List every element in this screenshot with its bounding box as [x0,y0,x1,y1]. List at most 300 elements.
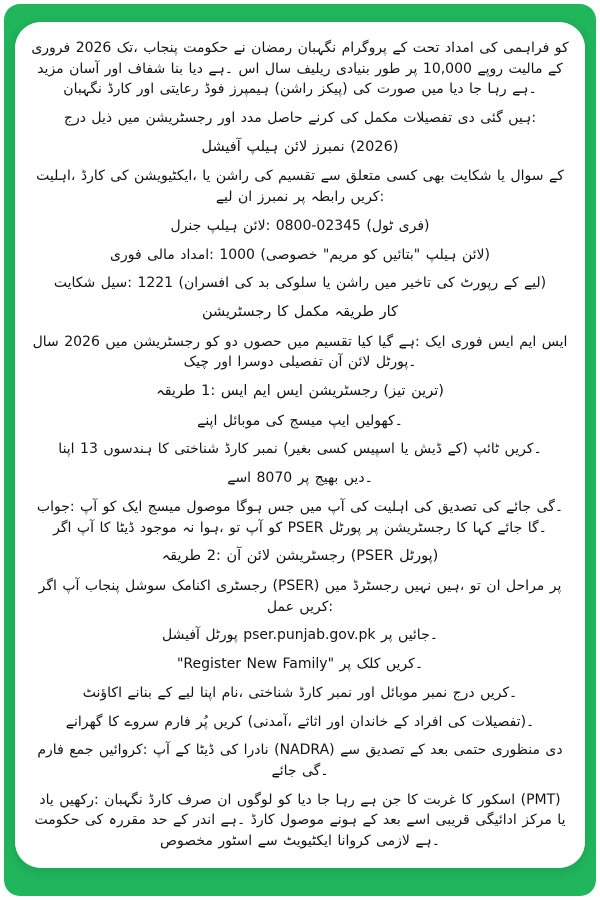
word: رہا [335,791,355,808]
word: بنانے [127,684,152,701]
word: مالی [147,246,175,263]
word: فراہمی [503,40,550,57]
word: آپ [76,519,94,536]
paragraph [29,654,571,675]
word: 2026 [75,40,112,57]
word: درج [63,110,86,127]
word: تصدیق [365,742,405,759]
word: کے [393,713,409,730]
word: آن [328,354,343,371]
word: درج [452,684,475,701]
word: سیل: [100,275,132,292]
word: رجسٹریشن [308,383,378,400]
word: جا [469,81,482,98]
paragraph [29,625,571,646]
word: 1221 [137,275,174,292]
word: فارم [164,713,191,730]
word: جائے [506,498,532,515]
word: (تیز [383,383,406,400]
word: رکھیں: [59,791,99,808]
section-heading [29,381,571,402]
word: 2: [206,548,221,565]
word: ہونے [329,812,358,829]
word: آپ [62,577,80,594]
word: کریں۔ [504,441,542,458]
word: ہے۔ [415,833,440,850]
word: کی [447,713,467,730]
paragraph [29,273,571,294]
word: ترین) [411,383,444,400]
word: کیا [357,333,373,350]
word: 10,000 [422,60,472,77]
word: کے [548,168,564,185]
word: کا [157,441,169,458]
word: ڈیٹا [195,742,215,759]
word: میں [421,81,444,98]
word: کی [414,498,433,515]
word: نام، [221,684,243,701]
word: پنجاب [84,577,120,594]
word: جائے [497,519,523,536]
word: رجسٹریشن [383,519,451,536]
word: شفاف [127,60,166,77]
word: pser.punjab.gov.pk [243,627,376,644]
word: لازمی [375,833,410,850]
word: بعد [430,742,449,759]
word: اسٹور [218,833,253,850]
word: رجسٹریشن [145,110,213,127]
paragraph [29,576,571,617]
word: بھیج [314,470,339,487]
word: ڈیٹا [115,519,135,536]
word: سال [264,60,292,77]
word: ایم [519,333,537,350]
word: پُر [196,713,208,730]
word: حکومت [183,40,229,57]
word: گیا [378,333,394,350]
word: رجسٹرڈ [352,577,399,594]
word: کا [99,519,111,536]
word: پورٹل۔ [375,354,417,371]
word: بنا [170,60,184,77]
word: امداد [444,40,474,57]
word: شکایت [53,275,96,292]
word: پنجاب [143,40,178,57]
word: تفصیلات)۔ [471,713,535,730]
word: بنیادی [335,60,370,77]
word: گھرانے [65,713,103,730]
word: 8070 [256,470,293,487]
word: ذیل [91,110,113,127]
word: اکاؤنٹ [82,684,122,701]
word: کریں۔ [480,684,518,701]
word: کے [172,812,188,829]
word: کا [406,791,418,808]
word: ہیمپرز [229,81,270,98]
word: جن [382,791,402,808]
word: کی [265,412,284,429]
word: شناختی [248,684,294,701]
word: کی [436,275,455,292]
word: مقررہ [108,812,146,829]
word: اپنا [199,684,217,701]
word: اہلیت، [36,168,76,185]
word: نمبرز [257,189,289,206]
word: موصول [280,812,325,829]
word: یا [202,168,211,185]
word: سوال [510,168,544,185]
word: قریبی [435,812,470,829]
word: ایک [121,498,143,515]
word: (PMT) [520,791,561,808]
word: New [246,656,278,673]
paragraph [29,740,571,781]
word: جواب: [36,498,75,515]
document-body [15,22,585,868]
paragraph [29,411,571,432]
word: موبائل [222,412,261,429]
word: اور [217,110,236,127]
word: مرکز [522,812,552,829]
word: مراحل [505,577,545,594]
word: میسج [289,412,323,429]
word: کریں [213,713,243,730]
word: پورٹل [328,519,362,536]
word: (آمدنی، [247,713,292,730]
section-heading [29,137,571,158]
word: مالیت [508,60,543,77]
word: جائے [271,763,297,779]
word: ہیں: [508,110,537,127]
word: ایس [276,383,303,400]
word: فوڈ [204,81,225,98]
word: PSER [287,519,324,536]
paragraph [29,38,571,100]
word: موصول [186,498,231,515]
word: مکمل [293,304,329,321]
word: رمضان [251,40,293,57]
word: رجسٹریشن [133,333,201,350]
word: لائن) [461,246,490,263]
word: کے) [447,441,468,458]
word: کھولیں۔ [355,412,403,429]
word: (خصوصی [260,246,318,263]
word: گی۔ [301,763,329,779]
word: چیک [183,354,209,371]
word: غربت [423,791,456,808]
word: دی [545,742,563,759]
word: ہے۔ [208,60,233,77]
word: ہوگا [235,498,263,515]
word: ہیلپ [425,246,457,263]
word: ان [486,577,501,594]
word: متعلق [346,168,381,185]
word: "مریم [322,246,358,263]
word: کریں: [350,189,385,206]
word: موجود [139,519,177,536]
word: دی [457,110,475,127]
word: جمع [69,742,94,759]
word: نہ [182,519,195,536]
word: سال [32,333,59,350]
word: (افسران [178,275,229,292]
word: کرنے [308,110,335,127]
word: پورٹل [205,627,238,644]
word: حد [151,812,168,829]
word: بعد [382,812,401,829]
word: تفصیلات [403,110,453,127]
word: طریقہ [161,548,202,565]
word: صورت [376,81,416,98]
word: جس [267,498,295,515]
word: جائیں۔ [398,627,438,644]
word: تحت [412,40,440,57]
word: میسج [147,498,181,515]
word: میں [324,577,348,594]
word: آپ [80,498,98,515]
word: لیے [177,684,195,701]
word: کے [362,812,378,829]
word: سے [320,168,341,185]
word: کے [157,684,173,701]
word: ہے۔ [220,812,246,829]
word: کارڈ [224,441,249,458]
word: شناختی [174,441,219,458]
word: ایکٹیویشن، [134,168,197,185]
word: پر [380,627,393,644]
word: نمبرز [312,138,345,155]
word: "Register [176,656,242,673]
word: بد [258,275,270,292]
word: کے [503,275,519,292]
word: دوسرا [237,354,274,371]
word: آفیشل [201,138,241,155]
word: کی [234,275,253,292]
word: کو [205,333,220,350]
word: کے [175,742,191,759]
word: طریقہ [156,383,196,400]
word: آسان [69,60,100,77]
word: سوشل [124,577,167,594]
word: خاندان [349,713,389,730]
word: مخصوص [160,833,213,850]
paragraph [29,683,571,704]
word: پر [293,189,306,206]
word: نہیں [404,577,432,594]
paragraph [29,468,571,489]
word: دیا [188,60,203,77]
word: نے [233,40,246,57]
word: جا [317,791,331,808]
word: کروائیں: [98,742,148,759]
word: گئی [480,110,503,127]
word: پر [297,470,310,487]
word: پر [366,519,379,536]
word: کی [340,110,359,127]
word: سے [340,742,361,759]
word: آن [226,548,242,565]
word: رعایتی [159,81,199,98]
word: ٹائپ [473,441,500,458]
word: یا [496,168,506,185]
word: راشن [335,275,369,292]
word: نمبر [423,684,448,701]
word: کے [547,60,563,77]
paragraph [29,216,571,237]
word: آپ [152,742,170,759]
word: رابطہ [310,189,346,206]
word: کو [268,519,283,536]
word: پیکز) [318,81,348,98]
word: کی [84,812,104,829]
word: لائن [246,548,271,565]
word: میں [299,498,323,515]
word: یا [400,441,409,458]
word: آپ [327,498,345,515]
word: اور [104,60,123,77]
word: سروے [124,713,159,730]
word: اکنامک [171,577,211,594]
word: اسے [227,470,252,487]
word: ان [217,791,232,808]
word: فری) [398,217,430,234]
word: مکمل [363,110,398,127]
word: اور [136,81,155,98]
word: اگر [53,519,72,536]
word: فوری [450,333,483,350]
word: دیا [297,791,312,808]
word: 0800-02345 [275,217,361,234]
word: افراد [414,713,443,730]
word: ہیلپ [246,138,279,155]
word: لائن [347,354,371,371]
word: ایم [253,383,271,400]
word: راشن [215,168,249,185]
word: دیں۔ [343,470,373,487]
word: شکایت [450,168,492,185]
word: گا۔ [527,519,547,536]
paragraph [29,712,571,733]
word: کی [479,40,498,57]
word: کو [554,40,569,57]
paragraph [29,790,571,852]
section-heading [29,302,571,323]
word: اور [327,713,345,730]
word: کا [276,304,289,321]
word: ایپ [328,412,350,429]
word: کا [456,519,468,536]
paragraph [29,245,571,266]
word: طریقہ [334,304,375,321]
word: کلک [356,656,381,673]
word: کروانا [337,833,371,850]
word: کی [482,498,501,515]
word: سلوکی [274,275,317,292]
word: بھی [422,168,445,185]
paragraph [29,439,571,460]
word: نگہبان [63,81,102,98]
word: نگہبان [104,791,143,808]
word: حاصل [267,110,303,127]
word: رجسٹریشن [202,304,272,321]
word: کے [392,40,408,57]
word: رہا [487,81,507,98]
word: نمبر [328,684,352,701]
word: (PSER [350,548,394,565]
word: رجسٹری [216,577,268,594]
word: کو [277,791,292,808]
word: لائن [283,138,308,155]
word: لیے [215,189,233,206]
word: ہوا، [199,519,224,536]
word: روپے [477,60,503,77]
word: تو [469,577,481,594]
word: میں [105,333,128,350]
word: ایکٹیویٹ [283,833,332,850]
word: رجسٹریشن [275,548,345,565]
word: تک، [116,40,138,57]
word: (راشن [274,81,314,98]
word: اور [214,354,232,371]
word: اگر [38,577,57,594]
word: کریں۔ [385,656,424,673]
word: ہے: [398,333,420,350]
word: اپنے [197,412,218,429]
word: کارڈ [298,684,323,701]
word: فارم [37,742,64,759]
word: 1: [201,383,216,400]
word: حتمی [453,742,487,759]
word: ایس [220,383,248,400]
word: میں [374,275,397,292]
word: صرف [177,791,212,808]
word: ہے۔ [512,81,537,98]
word: اسکور [477,791,516,808]
paragraph [29,108,571,129]
word: سے [257,833,278,850]
word: یاد [39,791,54,808]
word: میں [117,110,140,127]
word: میں [287,333,310,350]
word: یا [557,812,566,829]
word: لیے) [523,275,547,292]
word: کارڈ [250,812,275,829]
section-heading [29,546,571,567]
word: تاخیر [402,275,432,292]
word: اس [238,60,260,77]
word: کارڈ [80,168,105,185]
word: رپورٹ [460,275,499,292]
word: کے [409,742,425,759]
word: کسی [386,168,418,185]
word: مزید [37,60,64,77]
word: لوگوں [236,791,273,808]
word: ہندسوں [103,441,153,458]
word: اندر [193,812,216,829]
word: ایک [425,333,446,350]
word: حصوں [243,333,282,350]
word: ہے [360,791,377,808]
word: کہا [472,519,492,536]
word: فوری [110,246,142,263]
word: فروری [31,40,71,57]
word: کارڈ [148,791,173,808]
word: کسی [316,441,348,458]
word: ڈیش [414,441,443,458]
word: اپنا [58,441,75,458]
word: پر [405,60,418,77]
paragraph [29,497,571,538]
